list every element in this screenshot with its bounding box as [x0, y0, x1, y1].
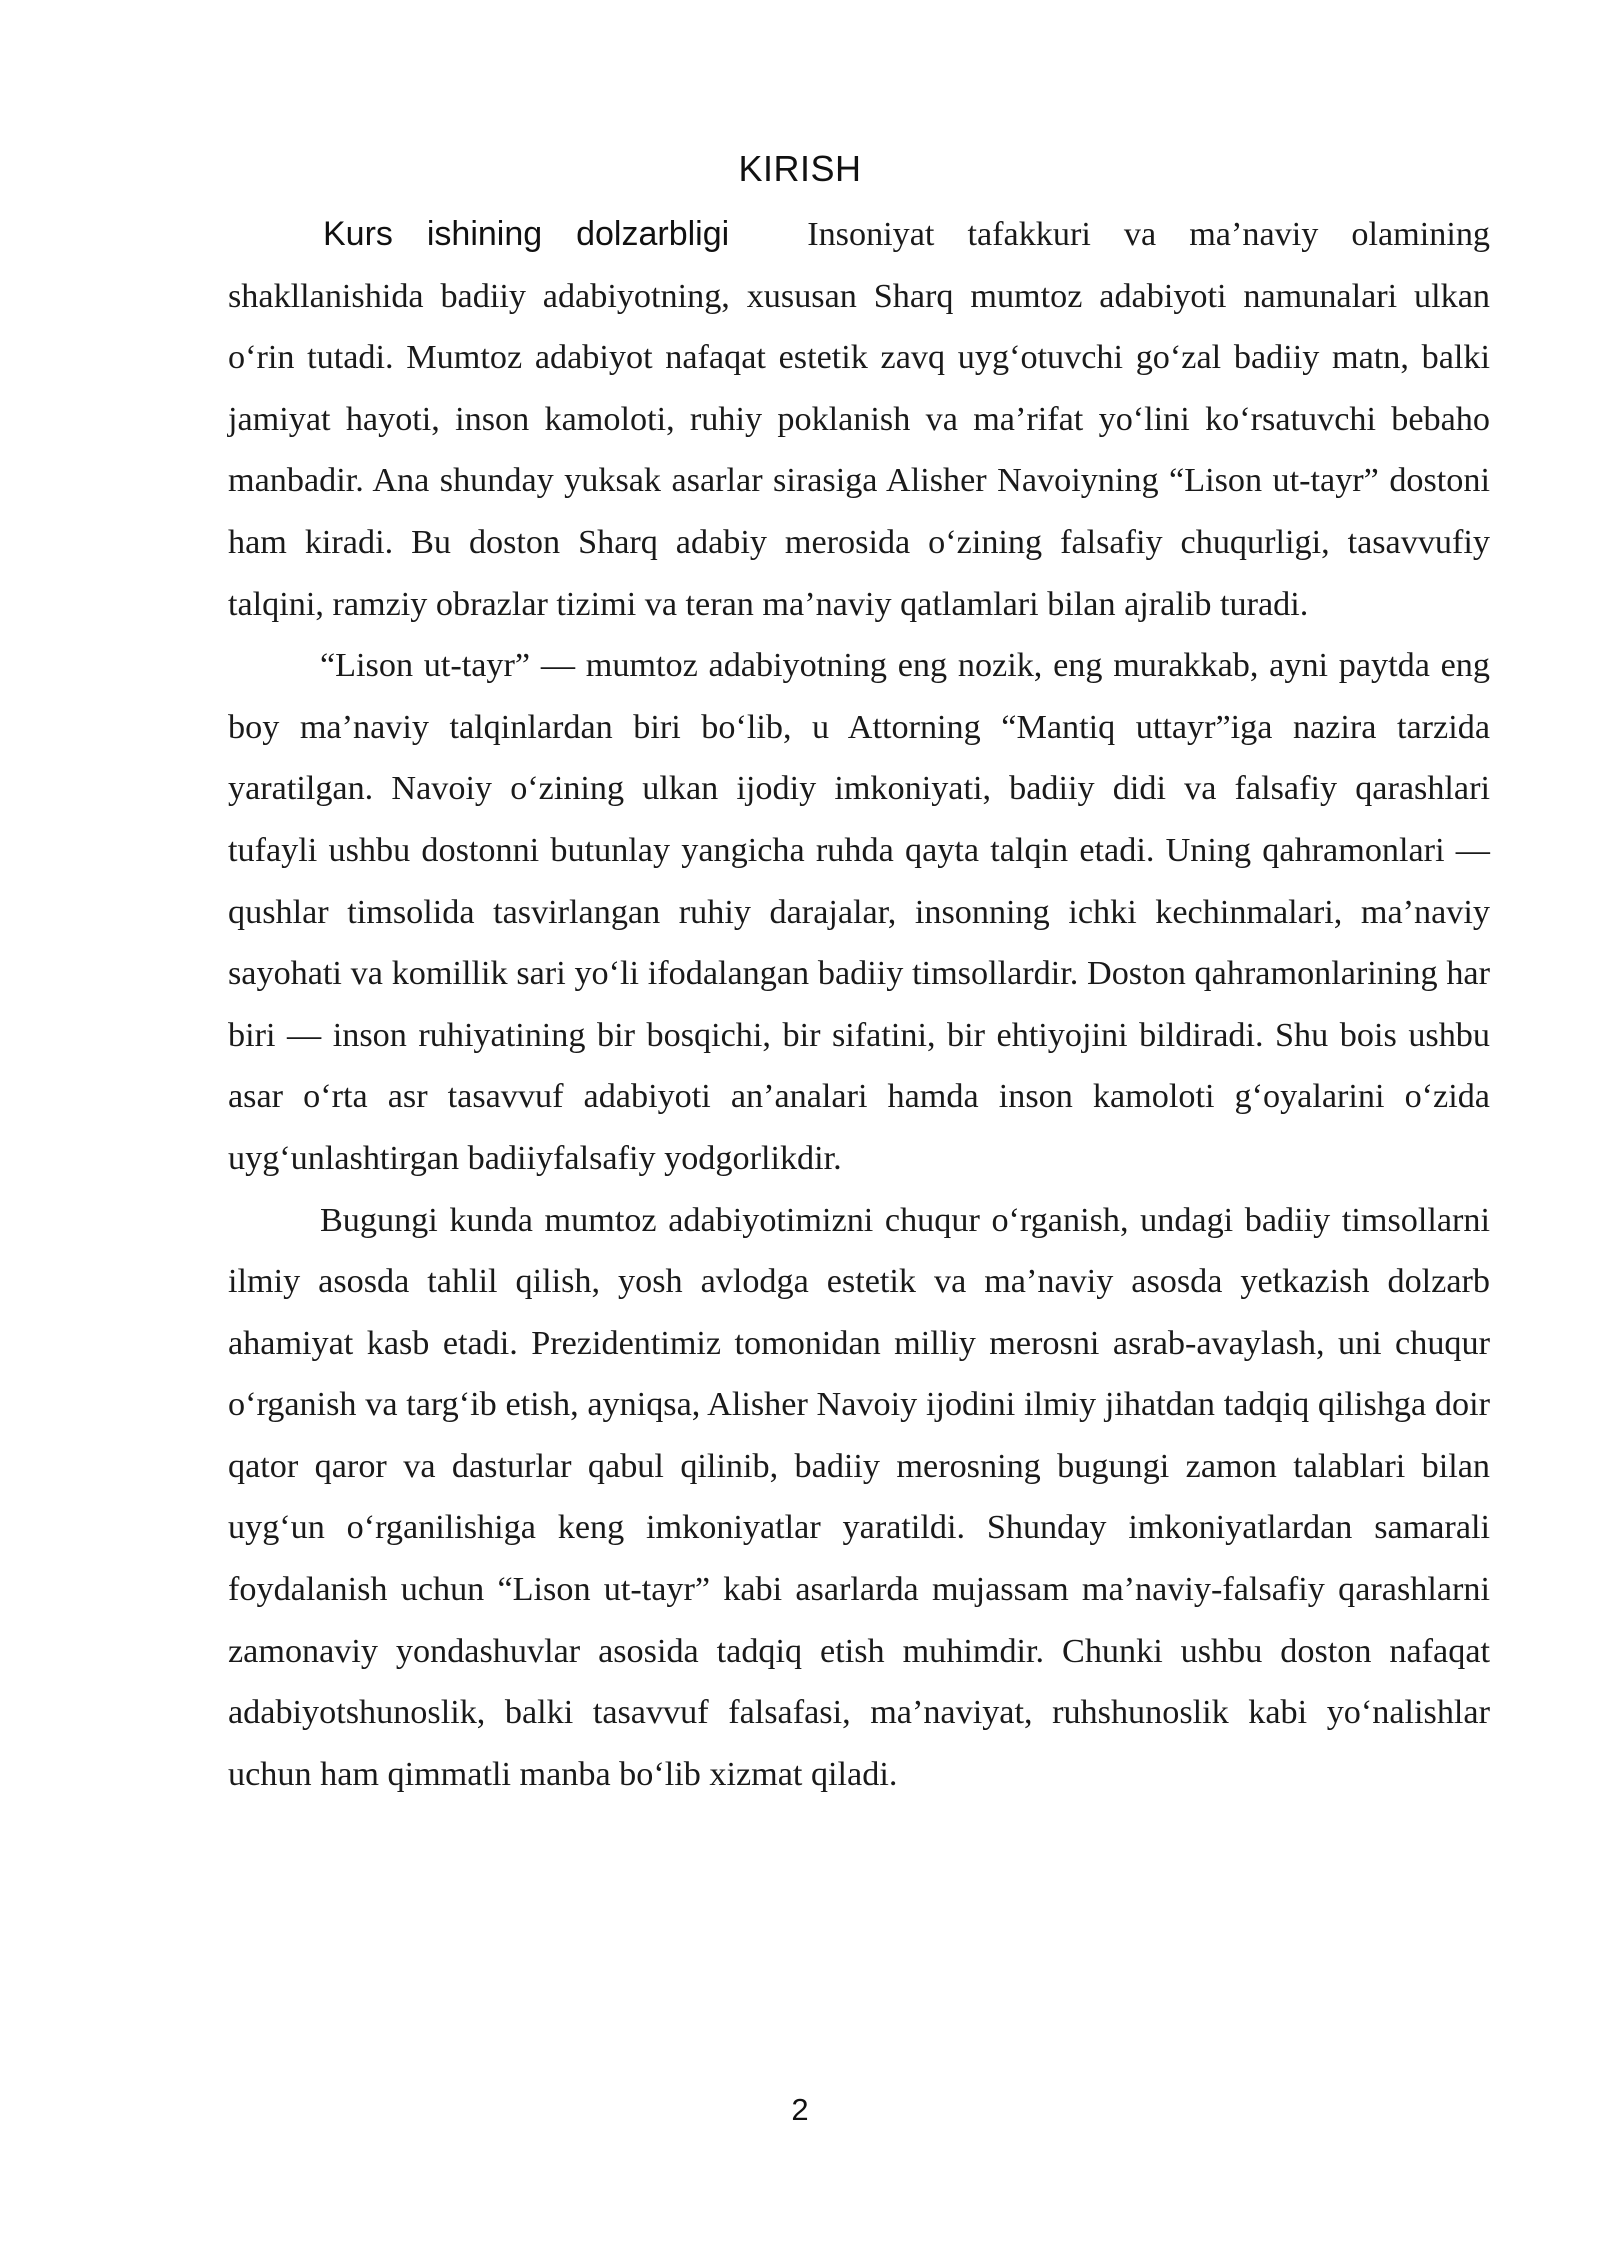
paragraph-3: Bugungi kunda mumtoz adabiyotimizni chuqur o‘rganish, undagi badiiy timsollarni ilmiy asosda tahlil qilish, yosh avlodga estetik va ma’naviy asosda yetkazish dolzarb ahamiyat kasb etadi. Prezidentimiz tomonidan milliy merosni asrab-avaylash, uni chuqur o‘rganish va targ‘ib etish, ayniqsa, Alisher Navoiy ijodini ilmiy jihatdan tadqiq qilishga doir qator qaror va dasturlar qabul qilinib, badiiy merosning bugungi zamon talablari bilan uyg‘un o‘rganilishiga keng imkoniyatlar yaratildi. Shunday imkoniyatlardan samarali foydalanish uchun “Lison ut-tayr” kabi asarlarda mujassam ma’naviy-falsafiy qarashlarni zamonaviy yondashuvlar asosida tadqiq etish muhimdir. Chunki ushbu doston nafaqat adabiyotshunoslik, balki tasavvuf falsafasi, ma’naviyat, ruhshunoslik kabi yo‘nalishlar uchun ham qimmatli manba bo‘lib xizmat qiladi.	[228, 1201, 1490, 1793]
paragraph-1-text: Insoniyat tafakkuri va ma’naviy olamining shakllanishida badiiy adabiyotning, xususan Sharq mumtoz adabiyoti namunalari ulkan o‘rin tutadi. Mumtoz adabiyot nafaqat estetik zavq uyg‘otuvchi go‘zal badiiy matn, balki jamiyat hayoti, inson kamoloti, ruhiy poklanish va ma’rifat yo‘lini ko‘rsatuvchi bebaho manbadir. Ana shunday yuksak asarlar sirasiga Alisher Navoiyning “Lison ut-tayr” dostoni ham kiradi. Bu doston Sharq adabiy merosida o‘zining falsafiy chuqurligi, tasavvufiy talqini, ramziy obrazlar tizimi va teran ma’naviy qatlamlari bilan ajralib turadi.	[228, 216, 1491, 623]
body-text	[228, 204, 1490, 1805]
section-subheading: Kurs ishining dolzarbligi	[323, 215, 730, 253]
page-title: KIRISH	[738, 148, 862, 189]
paragraph-1	[228, 204, 1490, 635]
paragraph-2: “Lison ut-tayr” — mumtoz adabiyotning eng nozik, eng murakkab, ayni paytda eng boy ma’naviy talqinlardan biri bo‘lib, u Attorning “Mantiq uttayr”iga nazira tarzida yaratilgan. Navoiy o‘zining ulkan ijodiy imkoniyati, badiiy didi va falsafiy qarashlari tufayli ushbu dostonni butunlay yangicha ruhda qayta talqin etadi. Uning qahramonlari — qushlar timsolida tasvirlangan ruhiy darajalar, insonning ichki kechinmalari, ma’naviy sayohati va komillik sari yo‘li ifodalangan badiiy timsollardir. Doston qahramonlarining har biri — inson ruhiyatining bir bosqichi, bir sifatini, bir ehtiyojini bildiradi. Shu bois ushbu asar o‘rta asr tasavvuf adabiyoti an’analari hamda inson kamoloti g‘oyalarini o‘zida uyg‘unlashtirgan badiiyfalsafiy yodgorlikdir.	[228, 647, 1490, 1177]
page-number: 2	[791, 2092, 809, 2127]
